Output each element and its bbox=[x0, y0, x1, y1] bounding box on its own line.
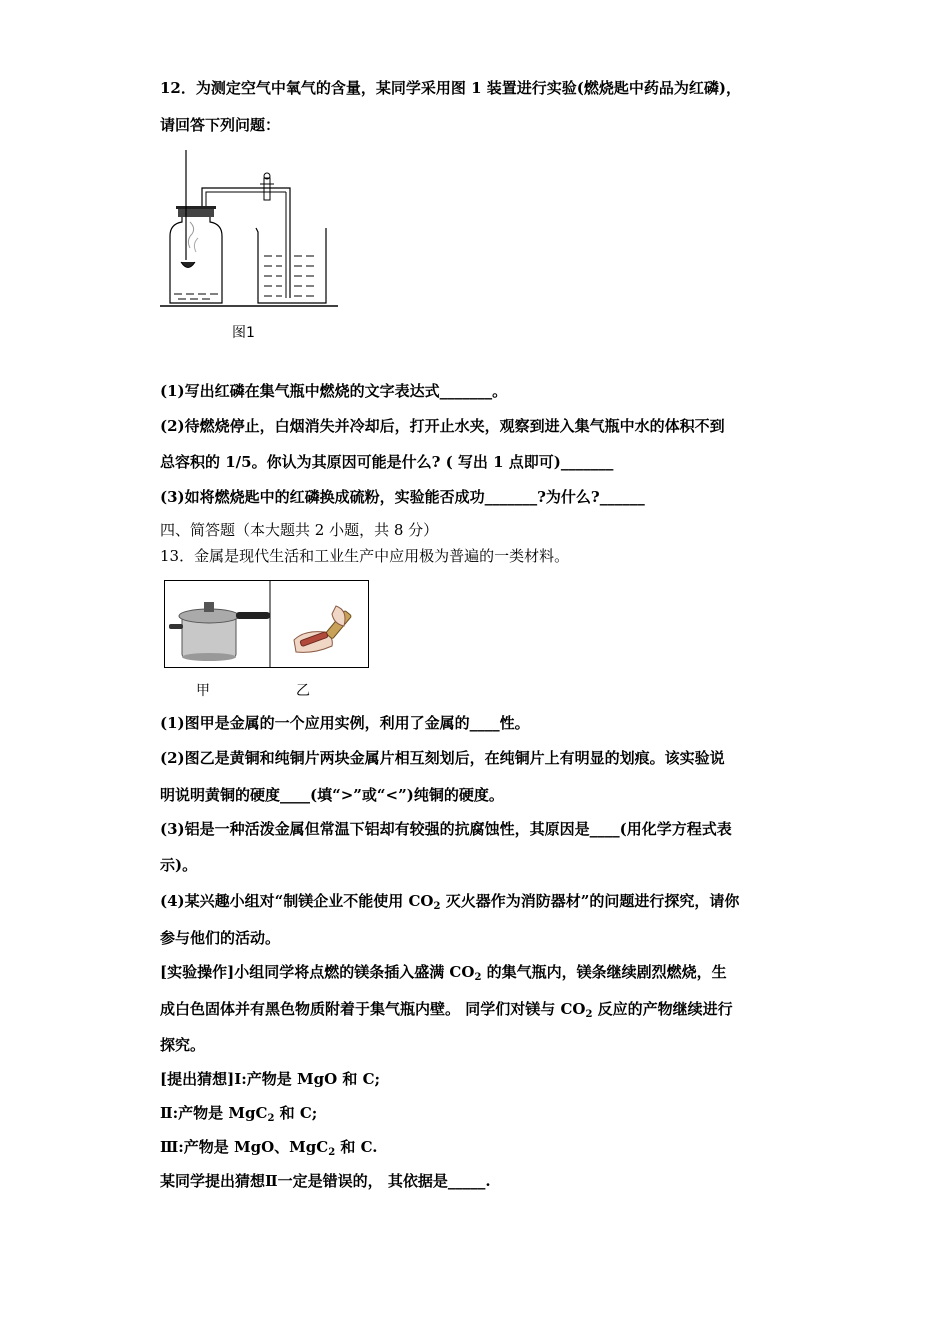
q13-part4-line2: 参与他们的活动。 bbox=[160, 929, 281, 947]
q13-intro: 13．金属是现代生活和工业生产中应用极为普遍的一类材料。 bbox=[160, 547, 570, 565]
q13-part3-line1: (3)铝是一种活泼金属但常温下铝却有较强的抗腐蚀性，其原因是____(用化学方程式表 bbox=[160, 820, 732, 838]
metal-examples-figure bbox=[164, 580, 369, 668]
caption-jia: 甲 bbox=[196, 683, 210, 699]
experiment-line2: 成白色固体并有黑色物质附着于集气瓶内壁。 同学们对镁与 $CO_2$ 反应的产物继续进行 bbox=[160, 1000, 733, 1020]
q12-intro-line2: 请回答下列问题： bbox=[160, 116, 281, 134]
q13-part4-line1: (4)某兴趣小组对“制镁企业不能使用 $CO_2$ 灭火器作为消防器材”的问题进行探究，请你 bbox=[160, 892, 740, 912]
figure-1-caption: 图1 bbox=[232, 325, 255, 341]
section4-heading: 四、简答题（本大题共 2 小题，共 8 分） bbox=[160, 521, 439, 539]
oxygen-apparatus-figure bbox=[160, 148, 340, 318]
experiment-line1: [实验操作]小组同学将点燃的镁条插入盛满 $CO_2$ 的集气瓶内，镁条继续剧烈燃烧，生 bbox=[160, 963, 727, 983]
hypothesis-3: Ⅲ:产物是 MgO、MgC$_2$ 和 C. bbox=[160, 1138, 378, 1158]
metal-scratch-image bbox=[294, 606, 352, 652]
hypothesis-2: Ⅱ:产物是 MgC$_2$ 和 C; bbox=[160, 1104, 318, 1124]
q13-part2-line2: 明说明黄铜的硬度____(填“>”或“<”)纯铜的硬度。 bbox=[160, 786, 504, 804]
q12-part2-line1: (2)待燃烧停止，白烟消失并冷却后，打开止水夹，观察到进入集气瓶中水的体积不到 bbox=[160, 417, 725, 435]
q13-part2-line1: (2)图乙是黄铜和纯铜片两块金属片相互刻划后，在纯铜片上有明显的划痕。该实验说 bbox=[160, 749, 725, 767]
q12-part2-line2: 总容积的 1/5。你认为其原因可能是什么? ( 写出 1 点即可)_______ bbox=[160, 453, 614, 471]
q13-part3-line2: 示)。 bbox=[160, 856, 198, 874]
caption-yi: 乙 bbox=[296, 683, 310, 699]
q12-intro-line1: 12．为测定空气中氧气的含量，某同学采用图 1 装置进行实验(燃烧匙中药品为红磷)， bbox=[160, 79, 741, 97]
pressure-cooker-image bbox=[169, 602, 270, 661]
experiment-line3: 探究。 bbox=[160, 1036, 206, 1054]
q12-part1: (1)写出红磷在集气瓶中燃烧的文字表达式_______。 bbox=[160, 382, 508, 400]
q12-part3: (3)如将燃烧匙中的红磷换成硫粉，实验能否成功_______?为什么?______ bbox=[160, 488, 645, 506]
q13-last-line: 某同学提出猜想Ⅱ一定是错误的， 其依据是_____. bbox=[160, 1172, 491, 1190]
hypothesis-1: [提出猜想]Ⅰ:产物是 MgO 和 C; bbox=[160, 1070, 381, 1088]
q13-part1: (1)图甲是金属的一个应用实例，利用了金属的____性。 bbox=[160, 714, 530, 732]
